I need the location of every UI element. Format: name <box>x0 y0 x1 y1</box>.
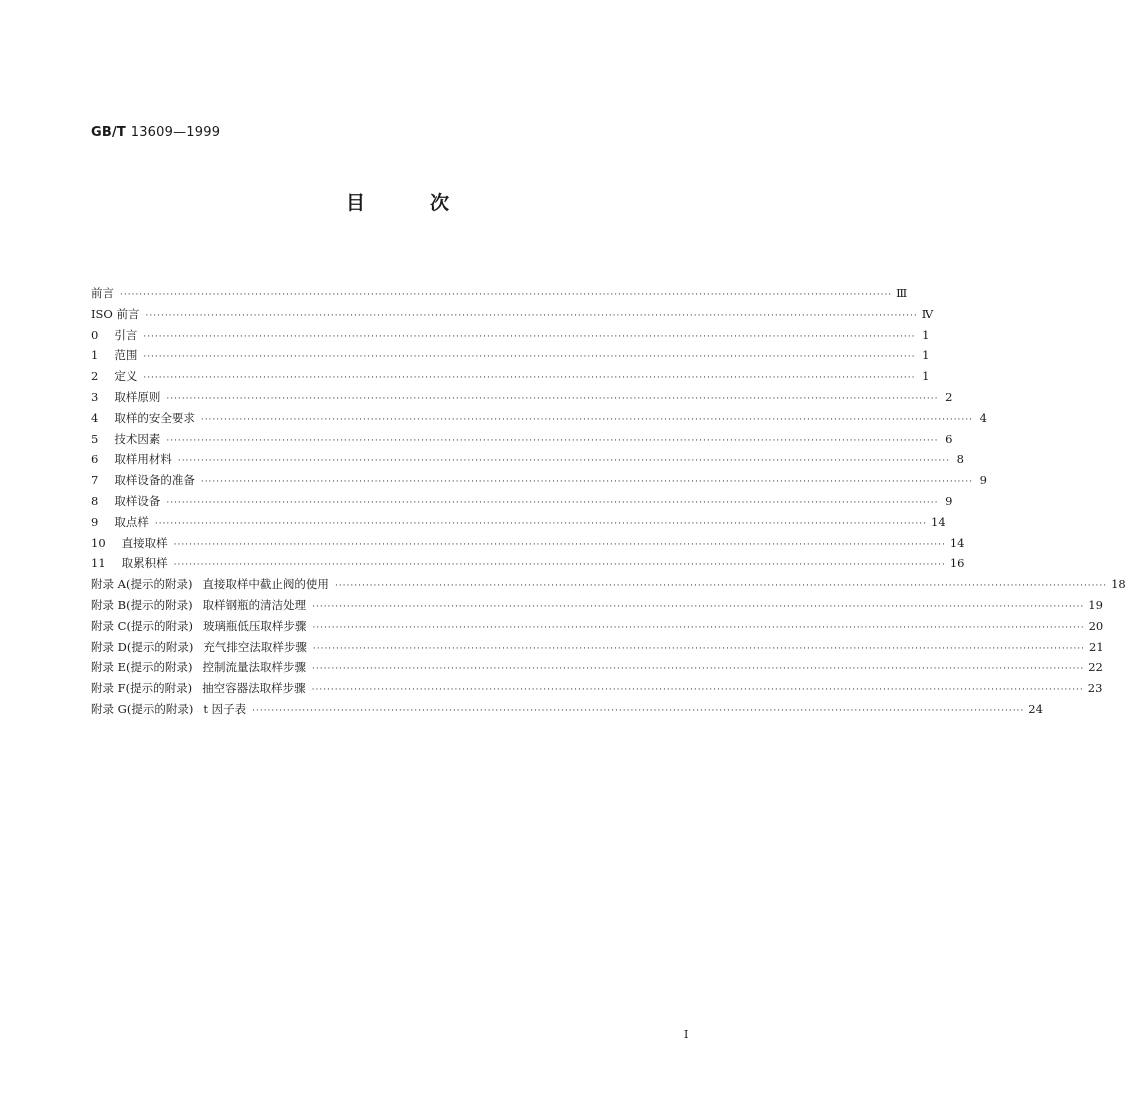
toc-entry-number: 8 <box>91 493 99 508</box>
toc-entry-number: 附录 A(提示的附录) <box>91 577 193 592</box>
toc-entry-label <box>91 491 166 512</box>
toc-entry-title: 范围 <box>114 348 138 363</box>
toc-entry-title: 定义 <box>114 369 138 384</box>
toc-entry-number: 9 <box>91 514 99 529</box>
toc-entry-page: 14 <box>949 535 965 550</box>
toc-entry[interactable] <box>91 366 930 387</box>
toc-dot-leader: ········································································································································································································ <box>173 539 946 550</box>
toc-entry-title: 玻璃瓶低压取样步骤 <box>202 618 307 633</box>
toc-entry-page: 14 <box>931 514 946 529</box>
toc-entry-number: 附录 B(提示的附录) <box>91 597 193 612</box>
toc-entry-label <box>91 616 312 637</box>
toc-entry-title: 控制流量法取样步骤 <box>202 660 307 675</box>
toc-entry[interactable] <box>91 325 930 346</box>
toc-entry-title: ISO 前言 <box>91 306 140 321</box>
toc-entry[interactable] <box>91 574 1126 595</box>
toc-entry-title: 取样设备 <box>114 493 161 508</box>
toc-entry[interactable] <box>91 387 953 408</box>
toc-entry-number: 5 <box>91 431 99 446</box>
toc-entry-title: 前言 <box>91 286 114 300</box>
toc-entry-page: 1 <box>922 348 930 363</box>
document-id <box>91 125 220 140</box>
toc-entry-label <box>91 512 155 533</box>
toc-entry-title: 直接取样中截止阀的使用 <box>202 577 329 592</box>
toc-entry-title: 直接取样 <box>121 535 168 550</box>
toc-entry[interactable] <box>91 491 953 512</box>
toc-entry-page: 8 <box>956 452 964 467</box>
toc-entry-page: 24 <box>1028 701 1043 716</box>
toc-dot-leader: ········································································································································································································ <box>145 310 918 321</box>
toc-entry-title: 取样原则 <box>114 389 161 404</box>
toc-entry-title: 引言 <box>114 327 138 342</box>
toc-entry-page: 9 <box>979 473 987 488</box>
toc-dot-leader: ········································································································································································································ <box>312 601 1085 612</box>
toc-entry-page: 1 <box>922 327 930 342</box>
toc-entry[interactable] <box>91 429 953 450</box>
toc-entry-page: 22 <box>1088 660 1103 675</box>
toc-dot-leader: ········································································································································································································ <box>166 497 939 508</box>
toc-dot-leader: ········································································································································································································ <box>200 477 973 488</box>
toc-entry-title: 取样设备的准备 <box>114 473 195 488</box>
toc-entry[interactable] <box>91 283 908 304</box>
toc-entry-label <box>91 553 174 574</box>
toc-entry[interactable] <box>91 699 1043 720</box>
toc-dot-leader: ········································································································································································································ <box>252 705 1025 716</box>
toc-entry-label <box>91 366 143 387</box>
toc-entry[interactable] <box>91 304 934 325</box>
toc-dot-leader: ········································································································································································································ <box>177 456 950 467</box>
toc-entry[interactable] <box>91 616 1104 637</box>
toc-dot-leader: ········································································································································································································ <box>334 581 1108 592</box>
toc-entry-label <box>91 678 312 699</box>
toc-entry-title: 技术因素 <box>114 431 161 446</box>
toc-entry-label <box>91 449 178 470</box>
toc-entry-page: 18 <box>1111 577 1126 592</box>
toc-entry-title: 取样的安全要求 <box>114 410 195 425</box>
toc-entry-label <box>91 637 313 658</box>
toc-entry-page: 20 <box>1088 618 1104 633</box>
toc-dot-leader: ········································································································································································································ <box>120 290 893 300</box>
toc-entry-page: Ⅲ <box>896 286 908 300</box>
title-char-2: 次 <box>430 192 450 214</box>
toc-entry[interactable] <box>91 533 965 554</box>
toc-dot-leader: ········································································································································································································ <box>166 393 939 404</box>
toc-dot-leader: ········································································································································································································ <box>312 622 1085 633</box>
toc-entry-label <box>91 283 120 304</box>
toc-entry-page: 4 <box>979 410 987 425</box>
toc-entry-page: 19 <box>1088 597 1103 612</box>
toc-entry-page: 9 <box>945 493 953 508</box>
toc-entry-label <box>91 533 174 554</box>
toc-entry-page: 23 <box>1087 681 1103 696</box>
toc-entry-page: Ⅳ <box>921 306 934 321</box>
toc-entry[interactable] <box>91 449 964 470</box>
toc-entry[interactable] <box>91 637 1104 658</box>
toc-entry-number: 附录 E(提示的附录) <box>91 660 193 675</box>
toc-entry-number: 附录 G(提示的附录) <box>91 701 194 716</box>
toc-entry-label <box>91 408 201 429</box>
toc-dot-leader: ········································································································································································································ <box>312 664 1085 675</box>
toc-entry-label <box>91 595 312 616</box>
toc-entry-title: 取样钢瓶的清洁处理 <box>202 597 307 612</box>
toc-entry-number: 7 <box>91 473 99 488</box>
toc-entry[interactable] <box>91 678 1103 699</box>
toc-entry-title: 取点样 <box>114 514 149 529</box>
toc-dot-leader: ········································································································································································································ <box>311 685 1084 696</box>
toc-dot-leader: ········································································································································································································ <box>312 643 1086 654</box>
toc-entry-number: 2 <box>91 369 99 384</box>
toc-dot-leader: ········································································································································································································ <box>166 435 939 446</box>
title-char-1: 目 <box>346 192 366 214</box>
toc-entry-number: 0 <box>91 327 99 342</box>
toc-entry-number: 4 <box>91 410 99 425</box>
toc-entry[interactable] <box>91 595 1103 616</box>
toc-entry-page: 21 <box>1089 639 1104 654</box>
toc-entry-label <box>91 304 146 325</box>
page-number: I <box>684 1028 689 1041</box>
toc-entry-label <box>91 325 143 346</box>
toc-entry-page: 2 <box>945 389 953 404</box>
toc-dot-leader: ········································································································································································································ <box>143 331 916 342</box>
doc-prefix: GB/T <box>91 125 126 140</box>
toc-entry-label <box>91 470 201 491</box>
toc-entry-page: 16 <box>949 556 965 571</box>
toc-entry-number: 附录 F(提示的附录) <box>91 681 193 696</box>
table-of-contents <box>91 283 1126 720</box>
toc-dot-leader: ········································································································································································································ <box>200 414 973 425</box>
toc-entry-number: 1 <box>91 348 99 363</box>
toc-entry-title: 取累积样 <box>121 556 168 571</box>
toc-entry-title: 取样用材料 <box>114 452 172 467</box>
toc-entry-number: 6 <box>91 452 99 467</box>
toc-entry-label <box>91 345 143 366</box>
toc-entry[interactable] <box>91 657 1103 678</box>
toc-dot-leader: ········································································································································································································ <box>143 373 916 384</box>
toc-entry[interactable] <box>91 470 987 491</box>
toc-entry-label <box>91 699 252 720</box>
toc-entry[interactable] <box>91 553 965 574</box>
toc-entry[interactable] <box>91 408 987 429</box>
doc-number: 13609—1999 <box>130 125 221 140</box>
toc-entry-number: 附录 D(提示的附录) <box>91 639 194 654</box>
toc-entry-number: 11 <box>91 556 106 571</box>
toc-entry-page: 1 <box>922 369 930 384</box>
toc-entry-number: 3 <box>91 389 99 404</box>
toc-dot-leader: ········································································································································································································ <box>154 518 927 529</box>
toc-entry-number: 附录 C(提示的附录) <box>91 618 193 633</box>
toc-entry-title: 抽空容器法取样步骤 <box>202 681 306 696</box>
toc-entry[interactable] <box>91 345 930 366</box>
toc-entry[interactable] <box>91 512 946 533</box>
toc-entry-label <box>91 657 312 678</box>
toc-entry-page: 6 <box>945 431 953 446</box>
toc-entry-number: 10 <box>91 535 106 550</box>
toc-dot-leader: ········································································································································································································ <box>173 560 946 571</box>
toc-dot-leader: ········································································································································································································ <box>143 352 916 363</box>
toc-entry-title: 充气排空法取样步骤 <box>203 639 307 654</box>
toc-entry-label <box>91 387 166 408</box>
toc-entry-label <box>91 574 335 595</box>
toc-entry-label <box>91 429 166 450</box>
toc-entry-title: t 因子表 <box>203 701 247 716</box>
